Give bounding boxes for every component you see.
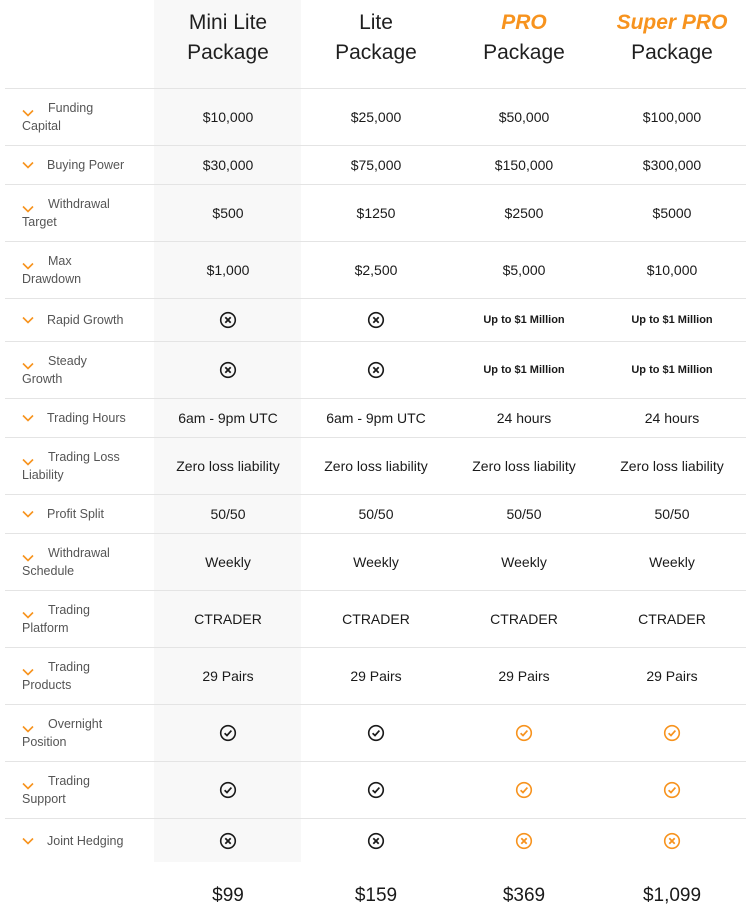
feature-label: Trading Hours: [47, 411, 126, 425]
cell-lite: [302, 299, 450, 341]
table-row: [5, 590, 746, 647]
feature-label-toggle[interactable]: [5, 648, 154, 704]
feature-label-line: Growth: [22, 372, 63, 386]
cell-super-pro: 24 hours: [644, 410, 700, 426]
package-subtitle: Package: [335, 41, 417, 64]
cell-super-pro: $100,000: [642, 109, 702, 125]
cell-pro: $150,000: [494, 157, 554, 173]
table-row: [5, 647, 746, 704]
feature-label-toggle[interactable]: [5, 819, 154, 862]
feature-label: [22, 99, 93, 135]
x-circle-icon: [219, 361, 237, 379]
feature-label: Rapid Growth: [47, 313, 124, 327]
chevron-down-icon: [22, 262, 34, 270]
cell-pro: 24 hours: [496, 410, 552, 426]
feature-label-toggle[interactable]: [5, 299, 154, 341]
cell-lite: CTRADER: [342, 611, 410, 627]
cell-lite: $1250: [356, 205, 396, 221]
table-row: [5, 818, 746, 862]
cell-mini-lite: [154, 762, 302, 818]
feature-label-toggle[interactable]: [5, 242, 154, 298]
cell-mini-lite: Zero loss liability: [176, 458, 280, 474]
cell-pro: $50,000: [498, 109, 550, 125]
cell-pro: Weekly: [501, 554, 547, 570]
table-row: [5, 398, 746, 437]
feature-label-toggle[interactable]: [5, 342, 154, 398]
package-header-mini-lite: [154, 8, 302, 68]
cell-mini-lite: $10,000: [202, 109, 254, 125]
cell-lite: [302, 762, 450, 818]
feature-label-line: Steady: [48, 354, 87, 368]
chevron-down-icon: [22, 611, 34, 619]
feature-label-toggle[interactable]: [5, 399, 154, 437]
package-subtitle: Package: [631, 41, 713, 64]
check-circle-icon: [515, 724, 533, 742]
chevron-down-icon: [22, 554, 34, 562]
package-header-pro: [450, 8, 598, 68]
cell-pro: Up to $1 Million: [483, 364, 565, 376]
chevron-down-icon: [22, 668, 34, 676]
cell-pro: CTRADER: [490, 611, 558, 627]
cell-pro: 29 Pairs: [498, 668, 550, 684]
cell-super-pro: [598, 705, 746, 761]
package-name: PRO: [501, 11, 547, 34]
feature-label-line: Support: [22, 792, 66, 806]
chevron-down-icon: [22, 362, 34, 370]
table-row: [5, 341, 746, 398]
feature-label-line: Position: [22, 735, 67, 749]
feature-label: Profit Split: [47, 507, 104, 521]
cell-super-pro: 50/50: [654, 506, 690, 522]
feature-label: [22, 448, 120, 484]
x-circle-icon: [663, 832, 681, 850]
cell-super-pro: CTRADER: [638, 611, 706, 627]
chevron-down-icon: [22, 837, 34, 845]
cell-lite: 50/50: [358, 506, 394, 522]
chevron-down-icon: [22, 725, 34, 733]
table-row: [5, 241, 746, 298]
feature-label-line: Capital: [22, 119, 61, 133]
feature-label: [22, 252, 81, 288]
cell-super-pro: Weekly: [649, 554, 695, 570]
table-row: [5, 437, 746, 494]
check-circle-icon: [663, 724, 681, 742]
check-circle-icon: [515, 781, 533, 799]
feature-label-toggle[interactable]: [5, 89, 154, 145]
feature-label-toggle[interactable]: [5, 185, 154, 241]
cell-lite: Weekly: [353, 554, 399, 570]
table-row: [5, 298, 746, 341]
feature-label-toggle[interactable]: [5, 438, 154, 494]
cell-mini-lite: $30,000: [202, 157, 254, 173]
cell-pro: Up to $1 Million: [483, 314, 565, 326]
x-circle-icon: [367, 832, 385, 850]
feature-label-line: Trading: [48, 603, 90, 617]
cell-lite: 6am - 9pm UTC: [326, 410, 426, 426]
cell-super-pro: $300,000: [642, 157, 702, 173]
cell-pro: $2500: [504, 205, 544, 221]
check-circle-icon: [219, 724, 237, 742]
chevron-down-icon: [22, 316, 34, 324]
feature-label-toggle[interactable]: [5, 591, 154, 647]
cell-lite: [302, 819, 450, 862]
cell-pro: Zero loss liability: [472, 458, 576, 474]
cell-lite: Zero loss liability: [324, 458, 428, 474]
feature-label: [22, 601, 90, 637]
cell-super-pro: [598, 762, 746, 818]
cell-super-pro: 29 Pairs: [646, 668, 698, 684]
feature-label-line: Trading Loss: [48, 450, 120, 464]
feature-label: Buying Power: [47, 158, 125, 172]
price-pro: $369: [502, 885, 546, 906]
table-row: [5, 494, 746, 533]
table-row: [5, 704, 746, 761]
cell-mini-lite: [154, 705, 302, 761]
chevron-down-icon: [22, 510, 34, 518]
check-circle-icon: [367, 724, 385, 742]
cell-lite: $2,500: [354, 262, 398, 278]
feature-label-line: Withdrawal: [48, 197, 110, 211]
feature-label-toggle[interactable]: [5, 146, 154, 184]
chevron-down-icon: [22, 414, 34, 422]
feature-label-toggle[interactable]: [5, 762, 154, 818]
chevron-down-icon: [22, 161, 34, 169]
price-super-pro: $1,099: [642, 885, 702, 906]
feature-label-line: Funding: [48, 101, 94, 115]
feature-label-line: Overnight: [48, 717, 103, 731]
cell-mini-lite: $500: [212, 205, 244, 221]
feature-label-toggle[interactable]: [5, 705, 154, 761]
cell-mini-lite: [154, 819, 302, 862]
feature-label: [22, 658, 90, 694]
feature-label: Joint Hedging: [47, 833, 124, 848]
cell-mini-lite: [154, 299, 302, 341]
feature-label: [22, 772, 90, 808]
feature-label-line: Target: [22, 215, 57, 229]
cell-super-pro: Zero loss liability: [620, 458, 724, 474]
cell-mini-lite: CTRADER: [194, 611, 262, 627]
feature-label-toggle[interactable]: [5, 534, 154, 590]
cell-lite: $25,000: [350, 109, 402, 125]
feature-label-line: Platform: [22, 621, 69, 635]
table-row: [5, 761, 746, 818]
cell-mini-lite: 50/50: [210, 506, 246, 522]
feature-label-line: Liability: [22, 468, 64, 482]
price-mini-lite: $99: [212, 885, 244, 906]
table-row: [5, 184, 746, 241]
package-name: Super PRO: [616, 11, 728, 34]
feature-label: [22, 195, 110, 231]
cell-lite: [302, 705, 450, 761]
feature-label: [22, 544, 110, 580]
package-header-lite: [302, 8, 450, 68]
cell-mini-lite: [154, 342, 302, 398]
chevron-down-icon: [22, 109, 34, 117]
cell-lite: 29 Pairs: [350, 668, 402, 684]
chevron-down-icon: [22, 782, 34, 790]
cell-mini-lite: 6am - 9pm UTC: [178, 410, 278, 426]
price-lite: $159: [354, 885, 398, 906]
cell-pro: [450, 762, 598, 818]
check-circle-icon: [219, 781, 237, 799]
package-name: Lite: [359, 11, 393, 34]
feature-label: [22, 715, 102, 751]
cell-pro: [450, 705, 598, 761]
package-name: Mini Lite: [188, 11, 268, 34]
table-row: [5, 145, 746, 184]
cell-mini-lite: 29 Pairs: [202, 668, 254, 684]
cell-lite: $75,000: [350, 157, 402, 173]
cell-pro: $5,000: [502, 262, 546, 278]
feature-label-line: Schedule: [22, 564, 75, 578]
feature-label: [22, 352, 87, 388]
chevron-down-icon: [22, 458, 34, 466]
cell-super-pro: [598, 819, 746, 862]
package-subtitle: Package: [187, 41, 269, 64]
package-header-super-pro: [598, 8, 746, 68]
feature-label-line: Products: [22, 678, 72, 692]
x-circle-icon: [219, 832, 237, 850]
chevron-down-icon: [22, 205, 34, 213]
x-circle-icon: [367, 311, 385, 329]
x-circle-icon: [219, 311, 237, 329]
feature-label-line: Trading: [48, 774, 90, 788]
feature-label-line: Drawdown: [22, 272, 82, 286]
feature-label-line: Withdrawal: [48, 546, 110, 560]
x-circle-icon: [515, 832, 533, 850]
table-row: [5, 533, 746, 590]
cell-pro: 50/50: [506, 506, 542, 522]
cell-super-pro: $5000: [652, 205, 692, 221]
check-circle-icon: [367, 781, 385, 799]
cell-super-pro: $10,000: [646, 262, 698, 278]
check-circle-icon: [663, 781, 681, 799]
cell-lite: [302, 342, 450, 398]
feature-label-toggle[interactable]: [5, 495, 154, 533]
cell-super-pro: Up to $1 Million: [631, 314, 713, 326]
cell-pro: [450, 819, 598, 862]
x-circle-icon: [367, 361, 385, 379]
cell-mini-lite: Weekly: [205, 554, 251, 570]
cell-mini-lite: $1,000: [206, 262, 250, 278]
feature-label-line: Max: [48, 254, 72, 268]
cell-super-pro: Up to $1 Million: [631, 364, 713, 376]
package-subtitle: Package: [483, 41, 565, 64]
table-row: [5, 88, 746, 145]
feature-label-line: Trading: [48, 660, 90, 674]
